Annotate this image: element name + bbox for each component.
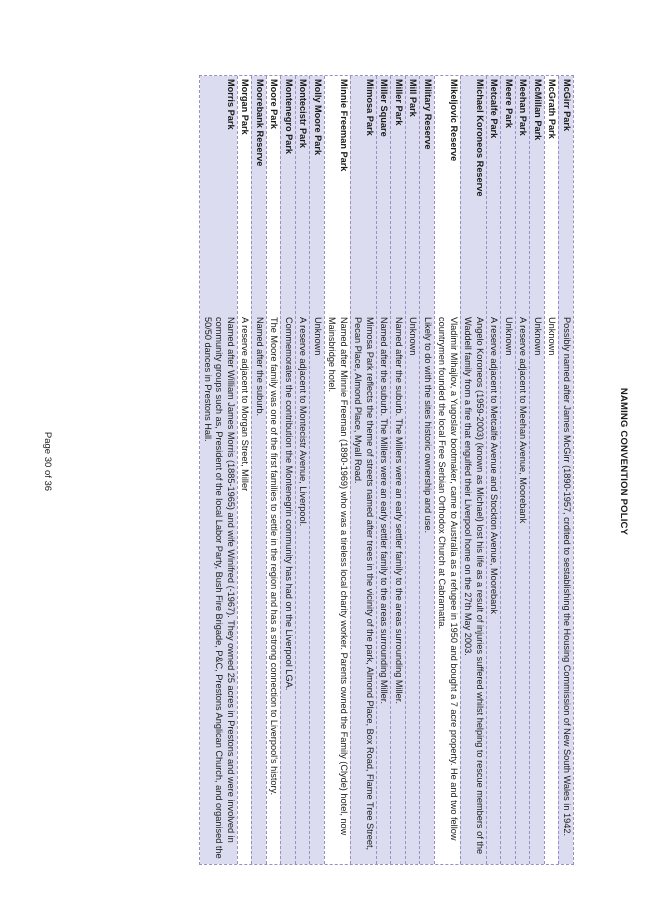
table-row — [486, 76, 501, 864]
park-name: Miller Square — [379, 79, 390, 137]
park-name: Moorebank Reserve — [255, 79, 265, 167]
table-row — [324, 76, 350, 864]
table-row — [515, 76, 530, 864]
table-row — [460, 76, 486, 864]
park-name: Metcalfe Park — [489, 79, 500, 139]
table-row — [544, 76, 559, 864]
park-description: Angelo Koroneos (1959-2003) (known as Michael) lost his life as a result of injuries suffered whilst helping to rescue members of the Waddell family from a fire that engulfed their Liverpool home on the 27th May 2003. — [463, 317, 485, 855]
park-name: McMillan Park — [533, 79, 543, 141]
table-row — [501, 76, 516, 864]
park-description: Unknown — [408, 317, 419, 356]
park-name: Minnie Freeman Park — [339, 79, 349, 172]
table-row — [376, 76, 391, 864]
page-number: Page 30 of 36 — [42, 431, 53, 492]
park-name: Military Reserve — [423, 79, 433, 150]
park-description: Named after Minnie Freeman (1890-1969) who was a tireless local charity worker. Parents owned the Family (Clyde) hotel, now Mainsbridge hotel. — [327, 317, 349, 836]
table-row — [420, 76, 435, 864]
page-title: NAMING CONVENTION POLICY — [618, 387, 629, 536]
park-name: McGrath Park — [547, 79, 558, 139]
park-description: A reserve adjacent to Morgan Street, Miller — [240, 317, 251, 492]
table-row — [295, 76, 310, 864]
park-description: Named after the suburb. The Millers were an early settler family to the areas surrounding Miller. — [394, 317, 404, 704]
park-name: Montecistr Park — [298, 79, 309, 148]
table-row — [237, 76, 252, 864]
table-row — [350, 76, 376, 864]
park-description: Unknown — [504, 317, 514, 356]
park-name: Montenegro Park — [284, 79, 294, 155]
park-name: Michael Koroneos Reserve — [475, 79, 485, 197]
park-description: Likely to do with the sites historic ownership and use. — [423, 317, 433, 534]
table-row — [530, 76, 545, 864]
park-name: Mikeljovic Reserve — [449, 79, 459, 162]
table-row — [405, 76, 420, 864]
park-description: A reserve adjacent to Montecistr Avenue, Liverpool. — [298, 317, 309, 527]
table-row — [391, 76, 406, 864]
table-row — [281, 76, 296, 864]
table-row — [201, 76, 238, 864]
park-name: Morris Park — [226, 79, 236, 130]
table-row — [266, 76, 281, 864]
park-description: A reserve adjacent to Metcalfe Avenue and Stockton Avenue, Moorebank — [489, 317, 500, 614]
naming-table — [200, 75, 575, 865]
park-name: Meere Park — [504, 79, 514, 129]
table-row — [559, 76, 574, 864]
table-row — [434, 76, 460, 864]
table-row — [252, 76, 267, 864]
park-description: Mimosa Park reflects the theme of streets named after trees in the vicinity of the park, Almond Place, Box Road, Flame Tree Street, Pecan Place, Almond Place, Myall Road. — [353, 317, 375, 851]
park-name: Morgan Park — [240, 79, 251, 135]
park-description: Named after the suburb. — [255, 317, 265, 417]
park-description: Possibly named after James McGirr (1890-1957, crdited to sestablishing the Housing Commission of New South Wales in 1942. — [562, 317, 572, 836]
park-name: Miller Park — [394, 79, 404, 126]
park-description: Commemorates the contribution the Montenegrin community has had on the Liverpool LGA. — [284, 317, 294, 691]
park-description: Unknown — [313, 317, 323, 356]
park-name: Moore Park — [269, 79, 280, 130]
park-name: Mill Park — [408, 79, 419, 117]
park-description: A reserve adjacent to Meehan Avenue, Moorebank — [518, 317, 529, 524]
park-description: Unknown — [547, 317, 558, 356]
park-description: Unknown — [533, 317, 543, 356]
park-name: McGirr Park — [562, 79, 572, 132]
park-name: Meehan Park — [518, 79, 529, 136]
park-name: Mimosa Park — [365, 79, 375, 136]
park-description: Named after William James Morris (1885-1965) and wife Winifred (-1967). They owned 25 acres in Prestons and were involved in community groups such as, President of the local Labor Party, Bush Fire Brigade, P&C, Prestons Anglican Church, and organised the 50/50 dances in Prestons Hall. — [203, 317, 236, 859]
park-name: Molly Moore Park — [313, 79, 323, 156]
park-description: The Moore family was one of the first families to settle in the region and has a strong connection to Liverpool's history. — [269, 317, 280, 796]
park-description: Named after the suburb. The Millers were an early settler family to the areas surrounding Miller. — [379, 317, 390, 704]
table-row — [310, 76, 325, 864]
park-description: Vladimir Mihajlov, a Yugoslav bootmaker, came to Australia as a refugee in 1950 and bought a 7 acre property. He and two fellow countrymen founded the local Free Serbian Orthodox Church at Cabramatta. — [437, 317, 459, 841]
